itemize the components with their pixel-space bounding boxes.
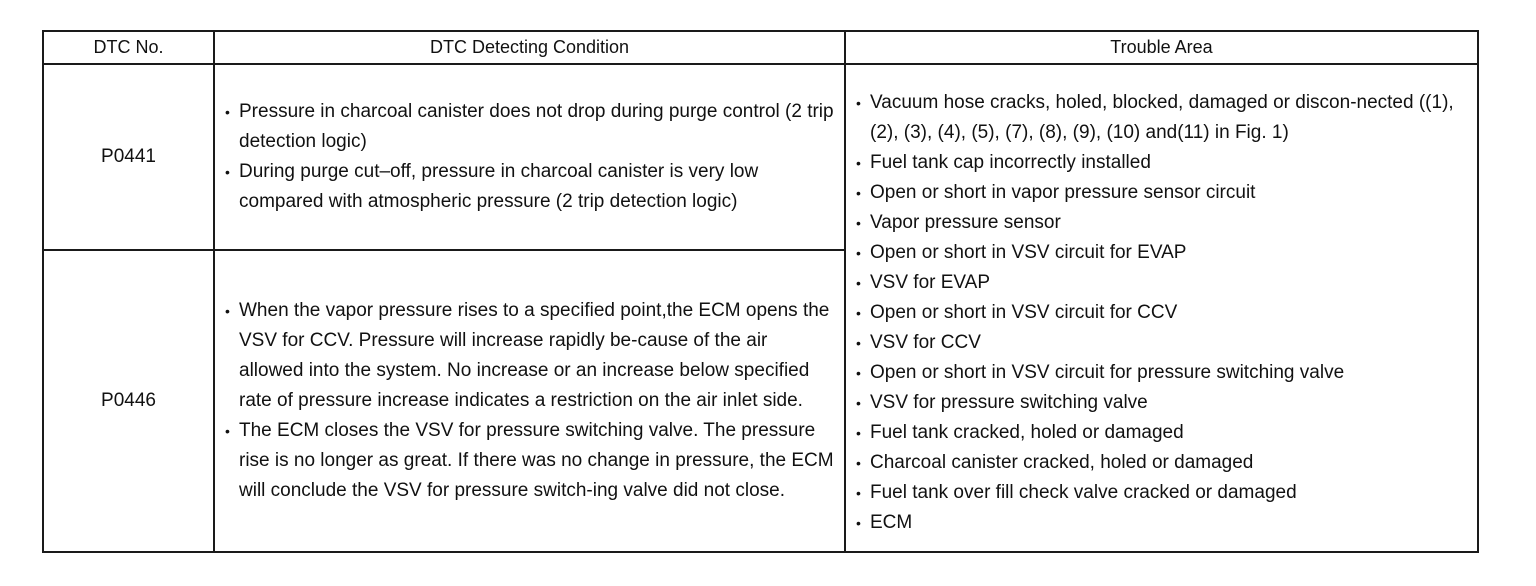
bullet-icon: • — [225, 164, 230, 180]
trouble-area-item — [856, 178, 1467, 208]
trouble-area-text: Fuel tank cap incorrectly installed — [870, 152, 1151, 173]
dtc-code: P0441 — [43, 64, 214, 250]
trouble-area-text: Open or short in VSV circuit for pressure switching valve — [870, 362, 1345, 383]
trouble-area-item — [856, 208, 1467, 238]
bullet-icon: • — [856, 95, 861, 111]
condition-text: Pressure in charcoal canister does not drop during purge control (2 trip detection logic) — [239, 101, 834, 152]
trouble-area-item — [856, 448, 1467, 478]
condition-text: The ECM closes the VSV for pressure switching valve. The pressure rise is no longer as great. If there was no change in pressure, the ECM will conclude the VSV for pressure switch-ing valve did not close. — [239, 420, 834, 501]
bullet-icon: • — [856, 305, 861, 321]
trouble-area-item — [856, 388, 1467, 418]
trouble-area-item — [856, 328, 1467, 358]
trouble-area-item — [856, 268, 1467, 298]
trouble-area-text: VSV for EVAP — [870, 272, 991, 293]
trouble-area-text: Open or short in VSV circuit for CCV — [870, 302, 1178, 323]
trouble-area-item — [856, 358, 1467, 388]
trouble-area-text: Vacuum hose cracks, holed, blocked, damaged or discon-nected ((1), (2), (3), (4), (5), (7), (8), (9), (10) and(11) in Fig. 1) — [870, 92, 1454, 143]
trouble-area-text: VSV for pressure switching valve — [870, 392, 1148, 413]
bullet-icon: • — [856, 275, 861, 291]
trouble-area-text: Open or short in vapor pressure sensor circuit — [870, 182, 1256, 203]
trouble-area-text: ECM — [870, 512, 913, 533]
bullet-icon: • — [856, 155, 861, 171]
bullet-icon: • — [856, 185, 861, 201]
header-trouble-area: Trouble Area — [845, 31, 1478, 64]
bullet-icon: • — [225, 423, 230, 439]
bullet-icon: • — [856, 425, 861, 441]
trouble-area-item — [856, 88, 1467, 148]
bullet-icon: • — [856, 365, 861, 381]
bullet-icon: • — [856, 245, 861, 261]
trouble-area-text: Open or short in VSV circuit for EVAP — [870, 242, 1187, 263]
bullet-icon: • — [225, 303, 230, 319]
condition-item — [225, 416, 834, 506]
header-dtc-no: DTC No. — [43, 31, 214, 64]
trouble-area-text: VSV for CCV — [870, 332, 981, 353]
bullet-icon: • — [225, 104, 230, 120]
trouble-area-item — [856, 148, 1467, 178]
table-row — [43, 64, 1478, 250]
trouble-area-item — [856, 418, 1467, 448]
header-row — [43, 31, 1478, 64]
condition-text: During purge cut–off, pressure in charcoal canister is very low compared with atmospheric pressure (2 trip detection logic) — [239, 161, 759, 212]
trouble-area-item — [856, 508, 1467, 538]
condition-item — [225, 97, 834, 157]
dtc-code: P0446 — [43, 250, 214, 552]
trouble-area-item — [856, 298, 1467, 328]
bullet-icon: • — [856, 455, 861, 471]
dtc-table — [42, 30, 1479, 553]
trouble-area-item — [856, 478, 1467, 508]
bullet-icon: • — [856, 395, 861, 411]
trouble-area-text: Vapor pressure sensor — [870, 212, 1061, 233]
trouble-area-item — [856, 238, 1467, 268]
trouble-area-cell — [845, 64, 1478, 552]
header-detecting-condition: DTC Detecting Condition — [214, 31, 845, 64]
bullet-icon: • — [856, 335, 861, 351]
detecting-condition-cell — [214, 250, 845, 552]
bullet-icon: • — [856, 485, 861, 501]
trouble-area-text: Charcoal canister cracked, holed or damaged — [870, 452, 1254, 473]
trouble-area-text: Fuel tank cracked, holed or damaged — [870, 422, 1184, 443]
bullet-icon: • — [856, 515, 861, 531]
trouble-area-text: Fuel tank over fill check valve cracked or damaged — [870, 482, 1297, 503]
condition-text: When the vapor pressure rises to a specified point,the ECM opens the VSV for CCV. Pressure will increase rapidly be-cause of the air allowed into the system. No increase or an increase below specified rate of pressure increase indicates a restriction on the air inlet side. — [239, 300, 830, 411]
condition-item — [225, 157, 834, 217]
condition-item — [225, 296, 834, 416]
bullet-icon: • — [856, 215, 861, 231]
detecting-condition-cell — [214, 64, 845, 250]
